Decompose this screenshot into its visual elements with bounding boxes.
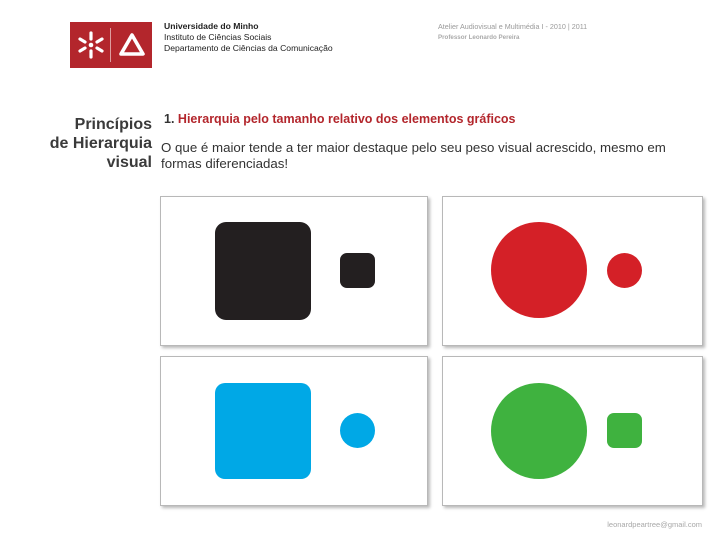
section-title-line: de Hierarquia: [49, 135, 152, 152]
large-blue-square: [215, 383, 311, 479]
large-black-square: [215, 222, 311, 320]
heading-text: Hierarquia pelo tamanho relativo dos elementos gráficos: [177, 112, 516, 126]
course-info: [438, 21, 587, 43]
star-burst-icon: [76, 30, 106, 60]
institution-info: [164, 21, 333, 54]
small-red-circle: [607, 253, 642, 288]
small-green-square: [607, 413, 642, 448]
slide-body-text: O que é maior tende a ter maior destaque pelo seu peso visual acrescido, mesmo em formas diferenciadas!: [161, 140, 666, 171]
section-title-line: Princípios: [74, 116, 152, 133]
section-title-line: visual: [106, 154, 152, 171]
small-black-square: [340, 253, 375, 288]
university-name: Universidade do Minho: [164, 21, 259, 31]
university-logo: [70, 22, 152, 68]
course-name: Atelier Audiovisual e Multimédia I - 2010 | 2011: [438, 22, 588, 31]
professor-name: Professor Leonardo Pereira: [438, 34, 520, 41]
example-panel-blue: [160, 356, 428, 506]
small-blue-circle: [340, 413, 375, 448]
example-panel-black: [160, 196, 428, 346]
triangle-icon: [118, 32, 146, 58]
contact-email: leonardpeartree@gmail.com: [607, 520, 702, 529]
large-green-circle: [491, 383, 587, 479]
heading-number: 1.: [164, 112, 175, 126]
department-name: Departamento de Ciências da Comunicação: [164, 43, 333, 53]
slide-section-title: [14, 115, 152, 172]
institute-name: Instituto de Ciências Sociais: [164, 32, 272, 42]
large-red-circle: [491, 222, 587, 318]
example-panel-green: [442, 356, 703, 506]
logo-divider: [110, 28, 111, 62]
example-panel-red: [442, 196, 703, 346]
slide-heading: [164, 112, 516, 126]
